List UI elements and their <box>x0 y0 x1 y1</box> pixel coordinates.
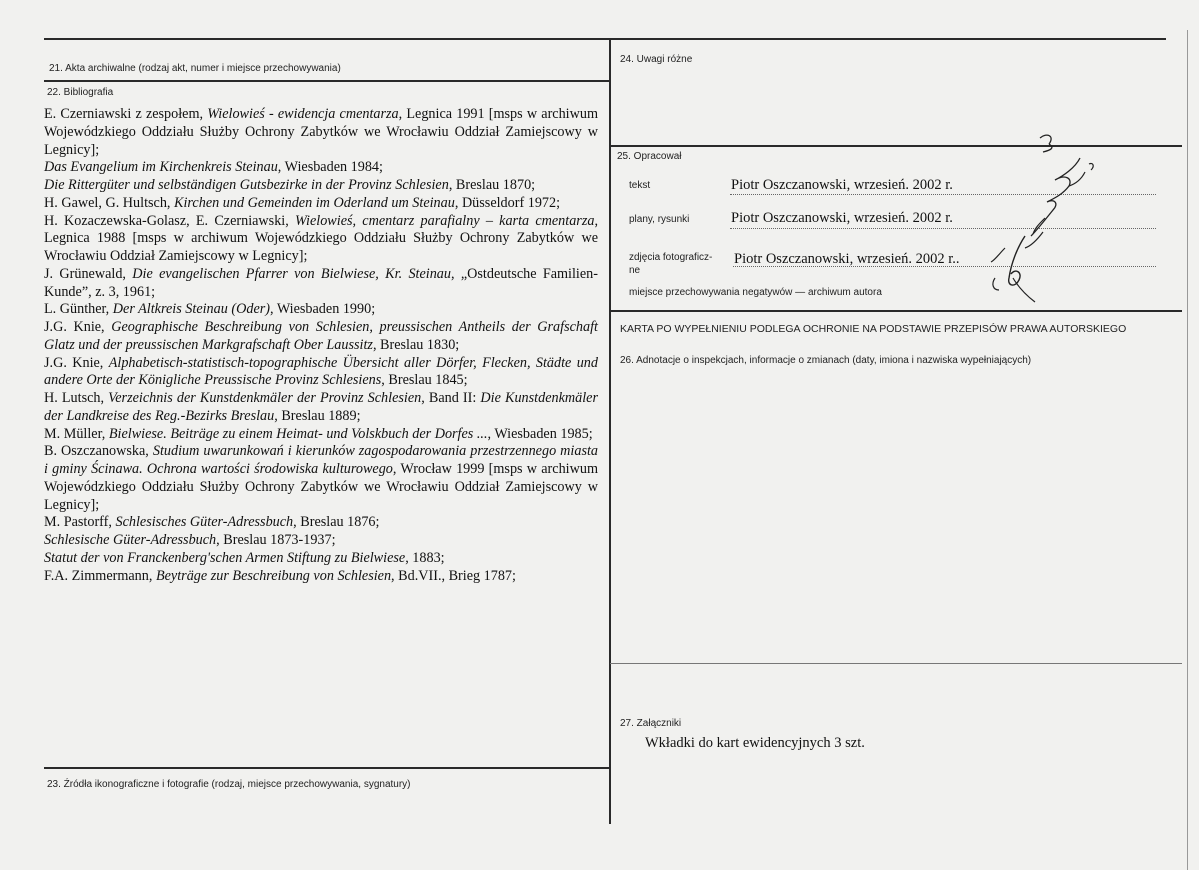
field-23-label: 23. Źródła ikonograficzne i fotografie (rodzaj, miejsce przechowywania, sygnatury) <box>47 779 411 790</box>
bibliography-list <box>44 106 598 585</box>
bibliography-text: M. Müller, <box>44 425 109 442</box>
top-border <box>44 38 1166 40</box>
divider-21-22 <box>44 80 610 82</box>
bibliography-entry <box>44 266 598 302</box>
bibliography-text: L. Günther, <box>44 301 113 318</box>
divider-26-27 <box>610 663 1182 664</box>
plany-label: plany, rysunki <box>629 214 690 225</box>
negatywy-text: miejsce przechowywania negatywów — archiwum autora <box>629 287 882 298</box>
bibliography-text: , Breslau 1870; <box>448 177 536 193</box>
bibliography-entry <box>44 355 598 391</box>
zdjecia-value: Piotr Oszczanowski, wrzesień. 2002 r.. <box>734 251 960 267</box>
left-column-divider <box>609 38 611 824</box>
zalaczniki-value: Wkładki do kart ewidencyjnych 3 szt. <box>645 735 865 751</box>
field-25-label: 25. Opracował <box>617 151 682 162</box>
field-22-label: 22. Bibliografia <box>47 87 114 98</box>
bibliography-entry <box>44 195 598 213</box>
bibliography-text: , Breslau 1889; <box>274 407 361 424</box>
bibliography-text: , Bd.VII., Brieg 1787; <box>391 567 516 584</box>
handwritten-signature <box>985 128 1105 308</box>
copyright-notice: KARTA PO WYPEŁNIENIU PODLEGA OCHRONIE NA PODSTAWIE PRZEPISÓW PRAWA AUTORSKIEGO <box>620 323 1127 335</box>
bibliography-text: , Breslau 1830; <box>372 336 460 353</box>
bibliography-text: H. Gawel, G. Hultsch, <box>44 194 175 211</box>
bibliography-text: , Wiesbaden 1985; <box>487 425 593 442</box>
bibliography-entry <box>44 159 598 177</box>
bibliography-entry <box>44 514 598 532</box>
bibliography-title: Der Altkreis Steinau (Oder) <box>112 301 270 318</box>
bibliography-text: , Breslau 1876; <box>293 514 380 531</box>
field-26-label: 26. Adnotacje o inspekcjach, informacje o zmianach (daty, imiona i nazwiska wypełniających) <box>620 355 1032 366</box>
divider-25-copyright <box>610 310 1182 312</box>
zdjecia-label-line1: zdjęcia fotograficz- <box>629 252 713 263</box>
bibliography-text: , Legnica 1988 [msps w archiwum Wojewódzkiego Oddziału Służby Ochrony Zabytków we Wrocławiu Oddział Zamiejscowy w Legnicy]; <box>44 212 598 264</box>
bibliography-text: , Band II: <box>421 390 481 406</box>
bibliography-text: B. Oszczanowska, <box>44 443 153 460</box>
bibliography-title: Wielowieś, cmentarz parafialny – karta cmentarza <box>295 212 595 229</box>
bibliography-text: E. Czerniawski z zespołem, <box>44 106 208 122</box>
bibliography-text: , Wiesbaden 1984; <box>277 159 383 176</box>
bibliography-entry <box>44 213 598 266</box>
bibliography-title: Das Evangelium im Kirchenkreis Steinau <box>44 159 278 176</box>
field-21-label: 21. Akta archiwalne (rodzaj akt, numer i miejsce przechowywania) <box>49 63 341 74</box>
field-27-label: 27. Załączniki <box>620 718 682 729</box>
bibliography-text: , Düsseldorf 1972; <box>454 194 561 211</box>
bibliography-title: Die Rittergüter und selbständigen Gutsbezirke in der Provinz Schlesien <box>44 177 449 193</box>
bibliography-text: J. Grünewald, <box>44 265 133 282</box>
bibliography-text: H. Kozaczewska-Golasz, E. Czerniawski, <box>44 212 295 229</box>
right-edge-scan-line <box>1187 30 1188 870</box>
bibliography-entry <box>44 177 598 195</box>
bibliography-entry <box>44 550 598 568</box>
bibliography-text: F.A. Zimmermann, <box>44 567 156 584</box>
plany-value: Piotr Oszczanowski, wrzesień. 2002 r. <box>731 210 953 226</box>
bibliography-title: Beyträge zur Beschreibung von Schlesien <box>155 567 392 584</box>
bibliography-title: Schlesisches Güter-Adressbuch <box>115 514 294 531</box>
zdjecia-label-line2: ne <box>629 265 641 276</box>
bibliography-title: Studium uwarunkowań i kierunków zagospodarowania przestrzennego miasta i gminy Ścinawa. Ochrona wartości środowiska kulturowego <box>44 443 598 477</box>
field-24-label: 24. Uwagi różne <box>620 54 693 65</box>
bibliography-text: , 1883; <box>405 549 445 566</box>
bibliography-entry <box>44 319 598 355</box>
bibliography-title: Kirchen und Gemeinden im Oderland um Steinau <box>174 194 455 211</box>
divider-22-bottom <box>44 767 610 769</box>
bibliography-title: Geographische Beschreibung von Schlesien, preussischen Antheils der Grafschaft Glatz und der preussischen Markgrafschaft Ober Laussitz <box>44 319 598 353</box>
bibliography-entry <box>44 426 598 444</box>
bibliography-text: , Breslau 1873-1937; <box>216 532 336 548</box>
bibliography-text: , Wrocław 1999 [msps w archiwum Wojewódzkiego Oddziału Służby Ochrony Zabytków we Wrocławiu Oddział Zamiejscowy w Legnicy]; <box>44 461 598 513</box>
bibliography-text: M. Pastorff, <box>44 514 116 531</box>
bibliography-title: Schlesische Güter-Adressbuch <box>44 532 217 548</box>
bibliography-entry <box>44 390 598 426</box>
bibliography-title: Die Kunstdenkmäler der Landkreise des Reg.-Bezirks Breslau <box>44 390 598 424</box>
bibliography-entry <box>44 532 598 550</box>
bibliography-entry <box>44 301 598 319</box>
bibliography-title: Bielwiese. Beiträge zu einem Heimat- und Volskbuch der Dorfes ... <box>108 425 488 442</box>
bibliography-title: Die evangelischen Pfarrer von Bielwiese, Kr. Steinau <box>132 265 451 282</box>
bibliography-entry <box>44 106 598 159</box>
bibliography-text: , Wiesbaden 1990; <box>270 301 376 318</box>
tekst-label: tekst <box>629 180 651 191</box>
bibliography-text: , Legnica 1991 [msps w archiwum Wojewódzkiego Oddziału Służby Ochrony Zabytków we Wrocławiu Oddział Zamiejscowy w Legnicy]; <box>44 106 598 158</box>
bibliography-text: , „Ostdeutsche Familien-Kunde”, z. 3, 1961; <box>44 265 598 300</box>
bibliography-text: J.G. Knie, <box>44 319 112 335</box>
bibliography-text: H. Lutsch, <box>44 390 109 406</box>
tekst-value: Piotr Oszczanowski, wrzesień. 2002 r. <box>731 177 953 193</box>
bibliography-title: Wielowieś - ewidencja cmentarza <box>207 106 399 122</box>
bibliography-title: Statut der von Franckenberg'schen Armen Stiftung zu Bielwiese <box>44 549 406 566</box>
bibliography-entry <box>44 443 598 514</box>
bibliography-entry <box>44 568 598 586</box>
bibliography-title: Verzeichnis der Kunstdenkmäler der Provinz Schlesien <box>108 390 422 406</box>
bibliography-text: , Breslau 1845; <box>381 372 468 389</box>
bibliography-text: J.G. Knie, <box>44 354 109 371</box>
bibliography-title: Alphabetisch-statistisch-topographische Übersicht aller Dörfer, Flecken, Städte und andere Orte der Königliche Preussische Provinz Schlesiens <box>44 354 598 389</box>
